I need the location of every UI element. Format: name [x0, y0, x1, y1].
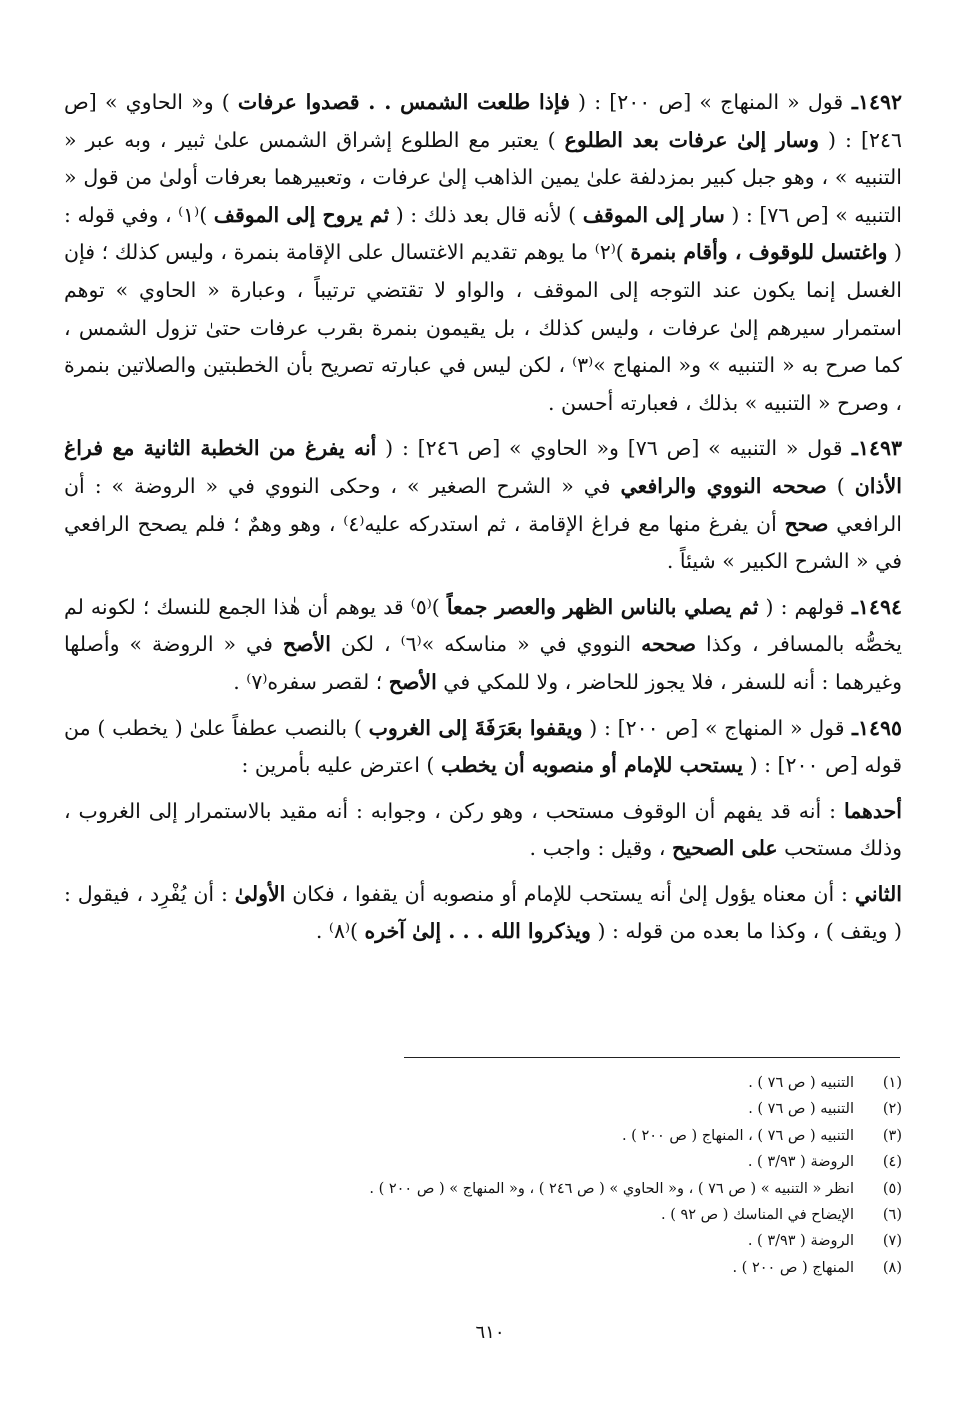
- footnote-text: التنبيه ( ص ٧٦ ) .: [748, 1101, 854, 1118]
- text-run: ): [826, 473, 855, 498]
- emphasized-text: ثم يروح إلى الموقف: [213, 202, 390, 227]
- emphasized-text: ١٤٩٣ـ: [842, 436, 902, 461]
- emphasized-text: الأصح: [282, 632, 331, 657]
- emphasized-text: أنه يفرغ من الخطبة الثانية مع فراغ الأذان: [64, 436, 902, 498]
- footnote-number: (٧): [882, 1233, 902, 1250]
- footnote-4: [62, 1149, 902, 1175]
- paragraph-1493: [64, 430, 902, 580]
- text-run: : أن معناه يؤول إلىٰ أنه يستحب للإمام أو منصوبه أن يقفوا ، فكان: [285, 881, 855, 906]
- text-run: ) يعتبر مع الطلوع إشراق الشمس علىٰ ثبير ، وبه عبر « التنبيه » ، وهو جبل كبير بمزدلفة علىٰ يمين الذاهب إلىٰ عرفات ، وتعبيرهما بعرفات أولىٰ من قول « التنبيه » [ص ٧٦] : (: [64, 127, 902, 227]
- footnote-text: التنبيه ( ص ٧٦ ) .: [748, 1075, 854, 1091]
- footnote-number: (٨): [882, 1259, 902, 1276]
- footnote-number: (٢): [882, 1101, 902, 1118]
- footnote-5: [62, 1176, 902, 1202]
- emphasized-text: صحح: [784, 511, 829, 536]
- footnote-text: انظر « التنبيه » ( ص ٧٦ ) ، و« الحاوي » ( ص ٢٤٦ ) ، و« المنهاج » ( ص ٢٠٠ ) .: [369, 1180, 854, 1197]
- text-run: )⁽١⁾ ، وفي قوله : (: [64, 202, 902, 265]
- emphasized-text: الثاني: [854, 881, 902, 906]
- footnote-separator: [404, 1057, 900, 1058]
- text-run: في « الروضة » وأصلها وغيرهما : أنه للسفر ، فلا يجوز للحاضر ، ولا للمكي في: [64, 632, 902, 694]
- emphasized-text: الأولىٰ: [234, 881, 286, 906]
- text-run: )⁽٥⁾ قد يوهم أن هٰذا الجمع للنسك ؛ لكونه لم يخصُّه بالمسافر ، وكذا: [64, 594, 903, 657]
- emphasized-text: ١٤٩٤ـ: [844, 594, 902, 619]
- paragraph-second-objection: [64, 876, 902, 951]
- text-run: ) بالنصب عطفاً علىٰ ( يخطب ) من قوله [ص ٢٠٠] : (: [64, 715, 902, 778]
- paragraph-1494: [64, 589, 902, 702]
- main-text: [64, 84, 902, 959]
- text-run: )⁽٨⁾ .: [315, 919, 365, 944]
- emphasized-text: وسار إلىٰ عرفات بعد الطلوع: [564, 127, 820, 152]
- text-run: قول « التنبيه » [ص ٧٦] و« الحاوي » [ص ٢٤٦] : (: [376, 436, 843, 461]
- footnote-text: الروضة ( ٣/٩٣ ) .: [747, 1154, 854, 1171]
- emphasized-text: يستحب للإمام أو منصوبه أن يخطب: [440, 753, 744, 778]
- footnote-number: (٥): [882, 1180, 902, 1197]
- text-run: قول « المنهاج » [ص ٢٠٠] : (: [569, 90, 844, 114]
- emphasized-text: أحدهما: [843, 798, 902, 823]
- footnotes: [62, 1070, 902, 1281]
- emphasized-text: سار إلى الموقف: [582, 202, 725, 227]
- footnote-text: الروضة ( ٣/٩٣ ) .: [747, 1233, 854, 1250]
- footnote-number: (١): [882, 1075, 902, 1091]
- paragraph-1492: [64, 84, 902, 422]
- footnote-1: [62, 1070, 902, 1096]
- emphasized-text: على الصحيح: [671, 836, 778, 861]
- emphasized-text: فإذا طلعت الشمس . . قصدوا عرفات: [237, 90, 570, 114]
- text-run: أن يفرغ منها مع فراغ الإقامة ، ثم استدركه عليه⁽٤⁾ ، وهو وهمٌ ؛ فلم يصحح الرافعي في « الشرح الكبير » شيئاً .: [64, 511, 902, 574]
- footnote-number: (٦): [882, 1207, 902, 1224]
- emphasized-text: ثم يصلي بالناس الظهر والعصر جمعاً: [446, 594, 759, 619]
- footnote-text: المنهاج ( ص ٢٠٠ ) .: [732, 1259, 854, 1276]
- emphasized-text: ويقفوا بعَرَفَةَ إلى الغروب: [368, 715, 583, 740]
- text-run: : أنه قد يفهم أن الوقوف مستحب ، وهو ركن ، وجوابه : أنه مقيد بالاستمرار إلى الغروب ، وذلك مستحب: [64, 798, 902, 861]
- footnote-6: [62, 1202, 902, 1228]
- footnote-text: التنبيه ( ص ٧٦ ) ، المنهاج ( ص ٢٠٠ ) .: [621, 1127, 854, 1144]
- text-run: ) اعترض عليه بأمرين :: [241, 753, 441, 778]
- emphasized-text: ويذكروا الله . . . إلىٰ آخره: [364, 919, 591, 944]
- footnote-number: (٤): [882, 1154, 902, 1171]
- footnote-7: [62, 1228, 902, 1254]
- footnote-8: [62, 1255, 902, 1281]
- text-run: قول « المنهاج » [ص ٢٠٠] : (: [582, 715, 845, 740]
- text-run: في « الشرح الصغير » ، وحكى النووي في « الروضة » : أن الرافعي: [64, 473, 902, 536]
- emphasized-text: ١٤٩٢ـ: [843, 90, 902, 114]
- text-run: ) لأنه قال بعد ذلك : (: [389, 202, 583, 227]
- text-run: ؛ لقصر سفره⁽٧⁾ .: [233, 669, 389, 694]
- text-run: ، وقيل : واجب .: [529, 836, 672, 861]
- text-run: ) و« الحاوي » [ص ٢٤٦] : (: [64, 90, 902, 152]
- footnote-2: [62, 1096, 902, 1122]
- paragraph-1495: [64, 710, 902, 785]
- emphasized-text: واغتسل للوقوف ، وأقام بنمرة: [630, 240, 888, 265]
- page-number: ٦١٠: [475, 1322, 505, 1343]
- emphasized-text: صححه: [641, 632, 696, 657]
- text-run: النووي في « مناسكه »⁽٦⁾ ، لكن: [330, 632, 642, 657]
- emphasized-text: صححه النووي والرافعي: [620, 473, 827, 498]
- text-run: قولهم : (: [758, 594, 845, 619]
- emphasized-text: الأصح: [388, 669, 437, 694]
- emphasized-text: ١٤٩٥ـ: [844, 715, 903, 740]
- footnote-3: [62, 1123, 902, 1149]
- text-run: : أن يُفْرِد ، فيقول : ( ويقف ) ، وكذا ما بعده من قوله : (: [64, 881, 902, 944]
- paragraph-first-objection: [64, 793, 902, 868]
- footnote-text: الإيضاح في المناسك ( ص ٩٢ ) .: [661, 1207, 854, 1224]
- footnote-number: (٣): [882, 1127, 902, 1144]
- text-run: )⁽٢⁾ ما يوهم تقديم الاغتسال على الإقامة بنمرة ، وليس كذلك ؛ فإن الغسل إنما يكون عند التوجه إلى الموقف ، والواو لا تقتضي ترتيباً ، وعبارة « الحاوي » توهم استمرار سيرهم إلىٰ عرفات ، وليس كذلك ، بل يقيمون بنمرة بقرب عرفات حتىٰ تزول الشمس ، كما صرح به « التنبيه » و« المنهاج »⁽٣⁾ ، لكن ليس في عبارته تصريح بأن الخطبتين والصلاتين بنمرة ، وصرح « التنبيه » بذلك ، فعبارته أحسن .: [64, 240, 902, 415]
